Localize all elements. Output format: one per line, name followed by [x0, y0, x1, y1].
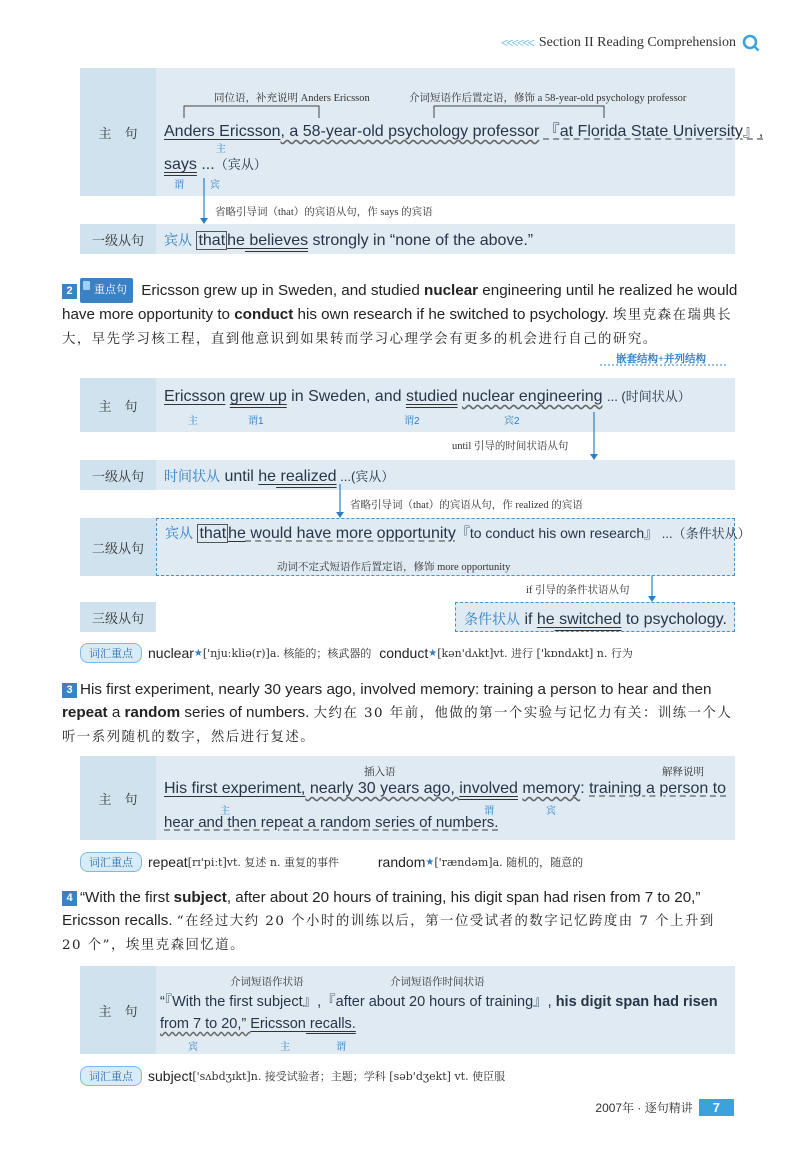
- s4-object: from 7 to 20,”: [160, 1016, 251, 1032]
- l1-label: 一级从句: [80, 224, 156, 254]
- p3-text-c: a: [107, 704, 125, 721]
- s1-line1: [164, 118, 763, 141]
- s2-l1-line: [164, 466, 394, 486]
- s3-note-insert: 插入语: [364, 767, 396, 778]
- s4-label-predicate: 谓: [336, 1042, 346, 1053]
- s3-line2: [164, 814, 498, 831]
- s1-l1-that: that: [198, 232, 226, 249]
- s2-note-omit: 省略引导词（that）的宾语从句，作 realized 的宾语: [350, 500, 583, 511]
- s2-line: [164, 386, 691, 406]
- paragraph-2: [62, 278, 738, 351]
- s4-note-adv1: 介词短语作状语: [230, 977, 304, 988]
- search-icon: [742, 34, 760, 52]
- s3-object: memory: [522, 780, 581, 797]
- v2-def1: a. 核能的；核武器的: [269, 647, 372, 660]
- s2-l2-he: he: [228, 525, 246, 542]
- p2-number: 2: [62, 284, 77, 299]
- sentence4-main-box: [80, 966, 735, 1054]
- s2-l2-bracket: 『to conduct his own research』: [455, 525, 659, 541]
- s4-label-subject: 主: [280, 1042, 290, 1053]
- s1-ellipsis: ...: [201, 156, 215, 173]
- s2-until: ... (时间状从）: [606, 389, 691, 404]
- p2-word-nuclear: nuclear: [424, 282, 479, 299]
- s3-predicate: involved: [459, 780, 518, 797]
- p2-text-c: engineering until he realized he would have more opportunity to: [62, 282, 738, 323]
- main-clause-label-2: 主 句: [80, 378, 156, 432]
- sentence1-main-box: [80, 68, 764, 196]
- paragraph-4: [62, 886, 738, 957]
- s1-subject: Anders Ericsson: [164, 123, 281, 140]
- v3-def2: a. 随机的，随意的: [492, 856, 584, 869]
- s4-direct-speech: his digit span had risen: [555, 994, 718, 1010]
- s2-l2-rest: ...（条件状从）: [658, 526, 751, 541]
- sentence2-l2-box: [80, 518, 751, 576]
- s1-obj-clause: （宾从）: [214, 157, 267, 172]
- s2-l1-realized: realized: [276, 468, 337, 485]
- p3-text-e: series of numbers.: [180, 704, 310, 721]
- v2-def2: vt. 进行 ['kɒndʌkt] n. 行为: [493, 647, 633, 660]
- s2-l1-he: he: [258, 468, 277, 485]
- s2-l1-tag: 时间状从: [164, 468, 220, 484]
- vocab-tag-3: 词汇重点: [80, 852, 142, 872]
- s3-label-object: 宾: [546, 806, 556, 817]
- s2-l3-he: he: [536, 611, 555, 628]
- s3-label-predicate: 谓: [484, 806, 494, 817]
- s3-label-subject: 主: [220, 806, 230, 817]
- p2-text-a: Ericsson grew up in Sweden, and studied: [137, 282, 425, 299]
- v3-word2: random: [377, 854, 426, 870]
- s2-l2-would: would have more opportunity: [245, 525, 456, 542]
- p4-word-subject: subject: [173, 889, 227, 906]
- s1-line2: [164, 154, 267, 174]
- vocab-row-2: 词汇重点 nuclear ★ ['njuːkliə(r)] a. 核能的；核武器的 conduct ★ [kən'dʌkt] vt. 进行 ['kɒndʌkt] n. 行为: [80, 643, 633, 663]
- v2-word1: nuclear: [148, 645, 194, 661]
- s2-label-obj2: 宾2: [504, 416, 520, 427]
- s2-subject: Ericsson: [164, 388, 226, 405]
- s2-l2-line: [165, 523, 751, 543]
- v4-word1: subject: [148, 1068, 193, 1084]
- s3-explain-cont: hear and then repeat a random series of numbers.: [164, 814, 499, 831]
- s4-label-object: 宾: [188, 1042, 198, 1053]
- page-number: 7: [699, 1099, 734, 1116]
- s3-insert: nearly 30 years ago,: [305, 780, 460, 797]
- l2-label: 二级从句: [80, 518, 156, 576]
- s1-l1-believes: believes: [244, 232, 309, 249]
- main-clause-label-4: 主 句: [80, 966, 156, 1054]
- s1-label-object: 宾: [210, 180, 220, 191]
- sentence2-l3-box: [80, 602, 735, 632]
- vocab-row-3: 词汇重点 repeat [rɪ'piːt] vt. 复述 n. 重复的事件 random ★ ['rændəm] a. 随机的，随意的: [80, 852, 583, 872]
- p3-word-random: random: [124, 704, 181, 721]
- s2-l3-line: [464, 609, 727, 629]
- footer-label: 2007年 · 逐句精讲: [595, 1101, 693, 1115]
- vocab-tag-2: 词汇重点: [80, 643, 142, 663]
- s2-note-until: until 引导的时间状语从句: [452, 441, 569, 452]
- s1-l1-tag: 宾从: [164, 232, 192, 248]
- s2-label-subject: 主: [188, 416, 198, 427]
- v2-ipa1: ['njuːkliə(r)]: [202, 646, 270, 660]
- s2-label-pred1: 谓1: [248, 416, 264, 427]
- s2-l3-tag: 条件状从: [464, 611, 520, 627]
- s1-appositive: , a 58-year-old psychology professor: [280, 123, 540, 140]
- p2-translation: 埃里克森在瑞典长大，早先学习核工程，直到他意识到如果转而学习心理学会有更多的机会进行自己的研究。: [62, 308, 733, 347]
- v3-ipa1: [rɪ'piːt]: [187, 855, 227, 869]
- p4-text-a: “With the first: [80, 889, 174, 906]
- p2-structure-note: 嵌套结构+并列结构: [616, 354, 706, 365]
- s2-l3-switched: switched: [554, 611, 622, 628]
- s2-note-if: if 引导的条件状语从句: [526, 585, 630, 596]
- key-sentence-tag: 重点句: [80, 278, 133, 303]
- s2-label-pred2: 谓2: [404, 416, 420, 427]
- s1-l1-line: [164, 230, 533, 250]
- s1-note-omit: 省略引导词（that）的宾语从句，作 says 的宾语: [215, 207, 433, 218]
- note-prep-phrase: 介词短语作后置定语，修饰 a 58-year-old psychology professor: [409, 93, 687, 104]
- s1-predicate: says: [164, 156, 197, 173]
- s2-l2-that: that: [199, 525, 227, 542]
- sentence1-l1-box: [80, 224, 735, 254]
- s2-l3-if: if: [520, 611, 537, 628]
- s2-l2-tag: 宾从: [165, 525, 193, 541]
- s4-note-adv2: 介词短语作时间状语: [390, 977, 485, 988]
- main-clause-label-3: 主 句: [80, 756, 156, 840]
- s2-l1-rest: ...(宾从）: [336, 469, 395, 484]
- s4-adverbials: “『With the first subject』,『after about 20 hours of training』,: [160, 994, 556, 1010]
- p2-word-conduct: conduct: [234, 306, 294, 323]
- v4-ipa1: ['sʌbdʒɪkt]: [192, 1069, 251, 1083]
- s1-label-subject: 主: [216, 144, 226, 155]
- p3-number: 3: [62, 683, 77, 698]
- chevrons-icon: <<<<<<: [500, 35, 533, 50]
- s2-sweden: in Sweden, and: [286, 388, 406, 405]
- paragraph-3: [62, 678, 738, 749]
- main-clause-label: 主 句: [80, 68, 156, 196]
- vocab-row-4: [80, 1066, 505, 1086]
- v4-def1: n. 接受试验者；主题；学科 [səb'dʒekt] vt. 使臣服: [250, 1070, 506, 1083]
- l3-label: 三级从句: [80, 602, 156, 632]
- s2-pred2: studied: [405, 388, 458, 405]
- sentence2-l1-box: [80, 460, 735, 490]
- v2-ipa2: [kən'dʌkt]: [437, 646, 494, 660]
- v3-word1: repeat: [148, 854, 188, 870]
- sentence2-main-box: [80, 378, 735, 432]
- p4-translation: “在经过大约 20 个小时的训练以后，第一位受试者的数字记忆跨度由 7 个上升到 20 个”，埃里克森回忆道。: [62, 914, 715, 953]
- s2-obj2: nuclear engineering: [461, 388, 603, 405]
- s2-pred1: grew up: [229, 388, 287, 405]
- v3-def1: vt. 复述 n. 重复的事件: [226, 856, 339, 869]
- s2-l3-rest: to psychology.: [621, 611, 727, 628]
- s4-line1: [160, 990, 718, 1011]
- s1-l1-he: he: [227, 232, 245, 249]
- p4-text-c: , after about 20 hours of training, his digit span had risen from 7 to 20,” Ericsson recalls.: [62, 889, 701, 929]
- v2-word2: conduct: [379, 645, 429, 661]
- sentence3-main-box: [80, 756, 735, 840]
- s3-explain: training a person to: [589, 780, 727, 797]
- s2-note-inf: 动词不定式短语作后置定语，修饰 more opportunity: [277, 562, 511, 573]
- s4-line2: [160, 1016, 356, 1032]
- note-appositive: 同位语，补充说明 Anders Ericsson: [214, 93, 370, 104]
- v3-ipa2: ['rændəm]: [434, 855, 493, 869]
- p2-text-e: his own research if he switched to psychology.: [293, 306, 609, 323]
- s1-label-predicate: 谓: [174, 180, 184, 191]
- s4-subject: Ericsson: [250, 1016, 306, 1032]
- p4-number: 4: [62, 891, 77, 906]
- l1-label-2: 一级从句: [80, 460, 156, 490]
- page-header: [501, 30, 760, 56]
- s2-l1-until: until: [220, 468, 259, 485]
- p3-text-a: His first experiment, nearly 30 years ago, involved memory: training a person to hear and then: [80, 681, 712, 698]
- s4-predicate: recalls.: [305, 1016, 356, 1032]
- p3-translation: 大约在 30 年前，他做的第一个实验与记忆力有关：训练一个人听一系列随机的数字，然后进行复述。: [62, 706, 733, 745]
- p3-word-repeat: repeat: [62, 704, 108, 721]
- s3-note-explain: 解释说明: [662, 767, 704, 778]
- s1-prep-phrase: 『at Florida State University』,: [543, 123, 764, 140]
- section-title: Section II Reading Comprehension: [538, 35, 736, 50]
- s3-subject: His first experiment,: [164, 780, 306, 797]
- vocab-tag-4: 词汇重点: [80, 1066, 142, 1086]
- page-footer: [595, 1099, 734, 1116]
- s3-colon: :: [580, 780, 590, 797]
- s1-l1-rest: strongly in “none of the above.”: [308, 232, 534, 249]
- s3-line1: [164, 780, 726, 798]
